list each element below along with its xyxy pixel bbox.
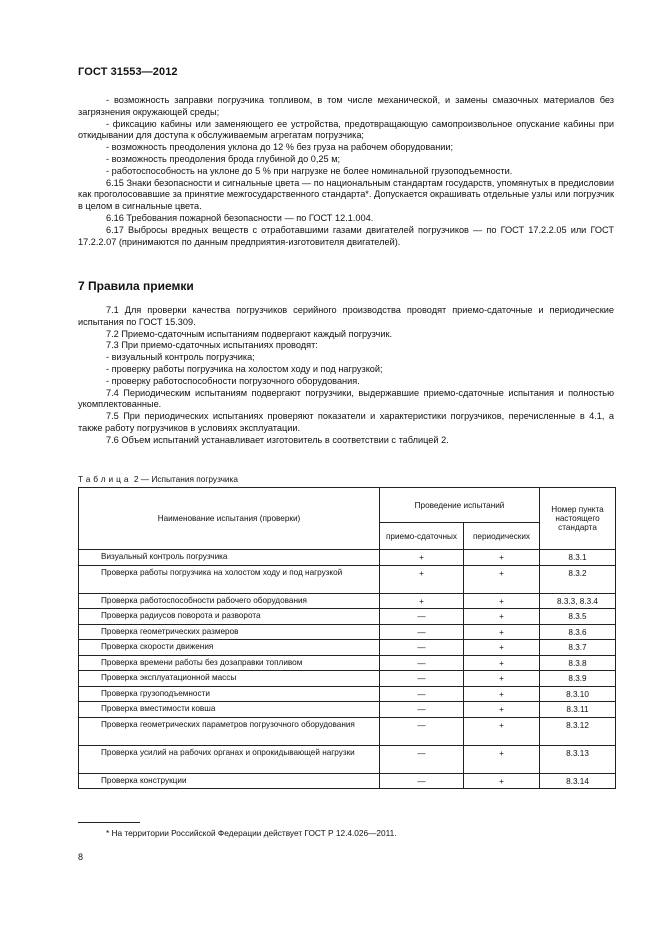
paragraph: 7.1 Для проверки качества погрузчиков серийного производства проводят приемо-сдаточные и периодические испытания по ГОСТ 15.309. bbox=[78, 305, 614, 327]
acceptance-cell: — bbox=[380, 773, 464, 789]
table-row bbox=[79, 773, 616, 789]
section-7-title: 7 Правила приемки bbox=[78, 279, 194, 293]
col-header-periodic: периодических bbox=[464, 523, 540, 550]
reference-cell: 8.3.1 bbox=[540, 550, 616, 566]
test-name-cell: Проверка радиусов поворота и разворота bbox=[79, 609, 380, 625]
periodic-cell: + bbox=[464, 565, 540, 593]
acceptance-cell: + bbox=[380, 565, 464, 593]
reference-cell: 8.3.11 bbox=[540, 702, 616, 718]
acceptance-cell: — bbox=[380, 745, 464, 773]
paragraph: 7.2 Приемо-сдаточным испытаниям подвергают каждый погрузчик. bbox=[106, 328, 393, 339]
periodic-cell: + bbox=[464, 624, 540, 640]
acceptance-cell: — bbox=[380, 702, 464, 718]
test-name-cell: Проверка геометрических параметров погрузочного оборудования bbox=[79, 717, 380, 745]
test-name-cell: Проверка грузоподъемности bbox=[79, 686, 380, 702]
paragraph: - проверку работоспособности погрузочного оборудования. bbox=[106, 375, 360, 386]
table-row bbox=[79, 624, 616, 640]
acceptance-cell: — bbox=[380, 640, 464, 656]
footnote: * На территории Российской Федерации действует ГОСТ Р 12.4.026—2011. bbox=[106, 828, 397, 838]
paragraph: - работоспособность на уклоне до 5 % при нагрузке не более номинальной грузоподъемности. bbox=[106, 165, 513, 176]
table-row bbox=[79, 609, 616, 625]
test-name-cell: Проверка работоспособности рабочего оборудования bbox=[79, 593, 380, 609]
paragraph: 7.3 При приемо-сдаточных испытаниях проводят: bbox=[106, 340, 318, 351]
paragraph: - возможность заправки погрузчика топливом, в том числе механической, и замены смазочных материалов без загрязнения окружающей среды; bbox=[78, 95, 614, 117]
col-header-group: Проведение испытаний bbox=[380, 488, 540, 523]
col-header-acceptance: приемо-сдаточных bbox=[380, 523, 464, 550]
acceptance-cell: — bbox=[380, 717, 464, 745]
acceptance-cell: — bbox=[380, 655, 464, 671]
reference-cell: 8.3.10 bbox=[540, 686, 616, 702]
tests-table bbox=[78, 487, 616, 789]
periodic-cell: + bbox=[464, 773, 540, 789]
periodic-cell: + bbox=[464, 745, 540, 773]
table-caption-word: Таблица bbox=[78, 474, 132, 484]
reference-cell: 8.3.3, 8.3.4 bbox=[540, 593, 616, 609]
test-name-cell: Проверка времени работы без дозаправки топливом bbox=[79, 655, 380, 671]
periodic-cell: + bbox=[464, 609, 540, 625]
paragraph: - визуальный контроль погрузчика; bbox=[106, 352, 255, 363]
test-name-cell: Проверка конструкции bbox=[79, 773, 380, 789]
reference-cell: 8.3.6 bbox=[540, 624, 616, 640]
test-name-cell: Проверка вместимости ковша bbox=[79, 702, 380, 718]
test-name-cell: Проверка скорости движения bbox=[79, 640, 380, 656]
paragraph: 7.6 Объем испытаний устанавливает изготовитель в соответствии с таблицей 2. bbox=[106, 434, 449, 445]
periodic-cell: + bbox=[464, 550, 540, 566]
acceptance-cell: — bbox=[380, 686, 464, 702]
table-row bbox=[79, 717, 616, 745]
table-row bbox=[79, 745, 616, 773]
acceptance-cell: — bbox=[380, 624, 464, 640]
paragraph: - фиксацию кабины или заменяющего ее устройства, предотвращающую самопроизвольное опускание кабины при откидывании для доступа к обслуживаемым агрегатам погрузчика; bbox=[78, 118, 614, 141]
table-row bbox=[79, 550, 616, 566]
test-name-cell: Проверка работы погрузчика на холостом ходу и под нагрузкой bbox=[79, 565, 380, 593]
paragraph: 6.17 Выбросы вредных веществ с отработавшими газами двигателей погрузчиков — по ГОСТ 17.2.2.05 или ГОСТ 17.2.2.07 (принимаются по данным предприятия-изготовителя двигателей). bbox=[78, 224, 614, 247]
table-caption bbox=[78, 474, 238, 484]
test-name-cell: Проверка усилий на рабочих органах и опрокидывающей нагрузки bbox=[79, 745, 380, 773]
reference-cell: 8.3.9 bbox=[540, 671, 616, 687]
acceptance-cell: — bbox=[380, 609, 464, 625]
col-header-name: Наименование испытания (проверки) bbox=[79, 488, 380, 550]
test-name-cell: Визуальный контроль погрузчика bbox=[79, 550, 380, 566]
acceptance-cell: + bbox=[380, 550, 464, 566]
acceptance-cell: + bbox=[380, 593, 464, 609]
paragraph: - возможность преодоления уклона до 12 % без груза на рабочем оборудовании; bbox=[106, 142, 454, 153]
periodic-cell: + bbox=[464, 655, 540, 671]
table-row bbox=[79, 565, 616, 593]
paragraph: 7.5 При периодических испытаниях проверяют показатели и характеристики погрузчиков, перечисленные в 4.1, а также работу погрузчиков в условиях эксплуатации. bbox=[78, 411, 614, 433]
paragraph: 6.15 Знаки безопасности и сигнальные цвета — по национальным стандартам государств, упомянутых в предисловии как проголосовавшие за принятие межгосударственного стандарта*. Допускается окрашивать отдельные узлы или погрузчик в целом в сигнальные цвета. bbox=[78, 177, 614, 212]
test-name-cell: Проверка эксплуатационной массы bbox=[79, 671, 380, 687]
table-row bbox=[79, 640, 616, 656]
document-header: ГОСТ 31553—2012 bbox=[78, 66, 178, 78]
periodic-cell: + bbox=[464, 686, 540, 702]
table-caption-text: 2 — Испытания погрузчика bbox=[133, 474, 238, 484]
section-7-body bbox=[78, 305, 614, 447]
reference-cell: 8.3.14 bbox=[540, 773, 616, 789]
reference-cell: 8.3.2 bbox=[540, 565, 616, 593]
reference-cell: 8.3.7 bbox=[540, 640, 616, 656]
footnote-separator bbox=[78, 822, 140, 823]
table-body bbox=[79, 550, 616, 789]
col-header-ref: Номер пункта настоящего стандарта bbox=[540, 488, 616, 550]
acceptance-cell: — bbox=[380, 671, 464, 687]
table-row bbox=[79, 655, 616, 671]
periodic-cell: + bbox=[464, 640, 540, 656]
test-name-cell: Проверка геометрических размеров bbox=[79, 624, 380, 640]
table-row bbox=[79, 671, 616, 687]
table-row bbox=[79, 702, 616, 718]
reference-cell: 8.3.12 bbox=[540, 717, 616, 745]
table-row bbox=[79, 593, 616, 609]
periodic-cell: + bbox=[464, 717, 540, 745]
periodic-cell: + bbox=[464, 593, 540, 609]
section-6-continuation bbox=[78, 95, 614, 248]
reference-cell: 8.3.8 bbox=[540, 655, 616, 671]
periodic-cell: + bbox=[464, 671, 540, 687]
paragraph: 7.4 Периодическим испытаниям подвергают погрузчики, выдержавшие приемо-сдаточные испытания и полностью укомплектованные. bbox=[78, 387, 614, 410]
paragraph: - проверку работы погрузчика на холостом ходу и под нагрузкой; bbox=[106, 363, 383, 374]
paragraph: 6.16 Требования пожарной безопасности — по ГОСТ 12.1.004. bbox=[106, 212, 374, 223]
paragraph: - возможность преодоления брода глубиной до 0,25 м; bbox=[106, 153, 341, 164]
periodic-cell: + bbox=[464, 702, 540, 718]
reference-cell: 8.3.13 bbox=[540, 745, 616, 773]
table-row bbox=[79, 686, 616, 702]
reference-cell: 8.3.5 bbox=[540, 609, 616, 625]
page-number: 8 bbox=[78, 852, 84, 862]
